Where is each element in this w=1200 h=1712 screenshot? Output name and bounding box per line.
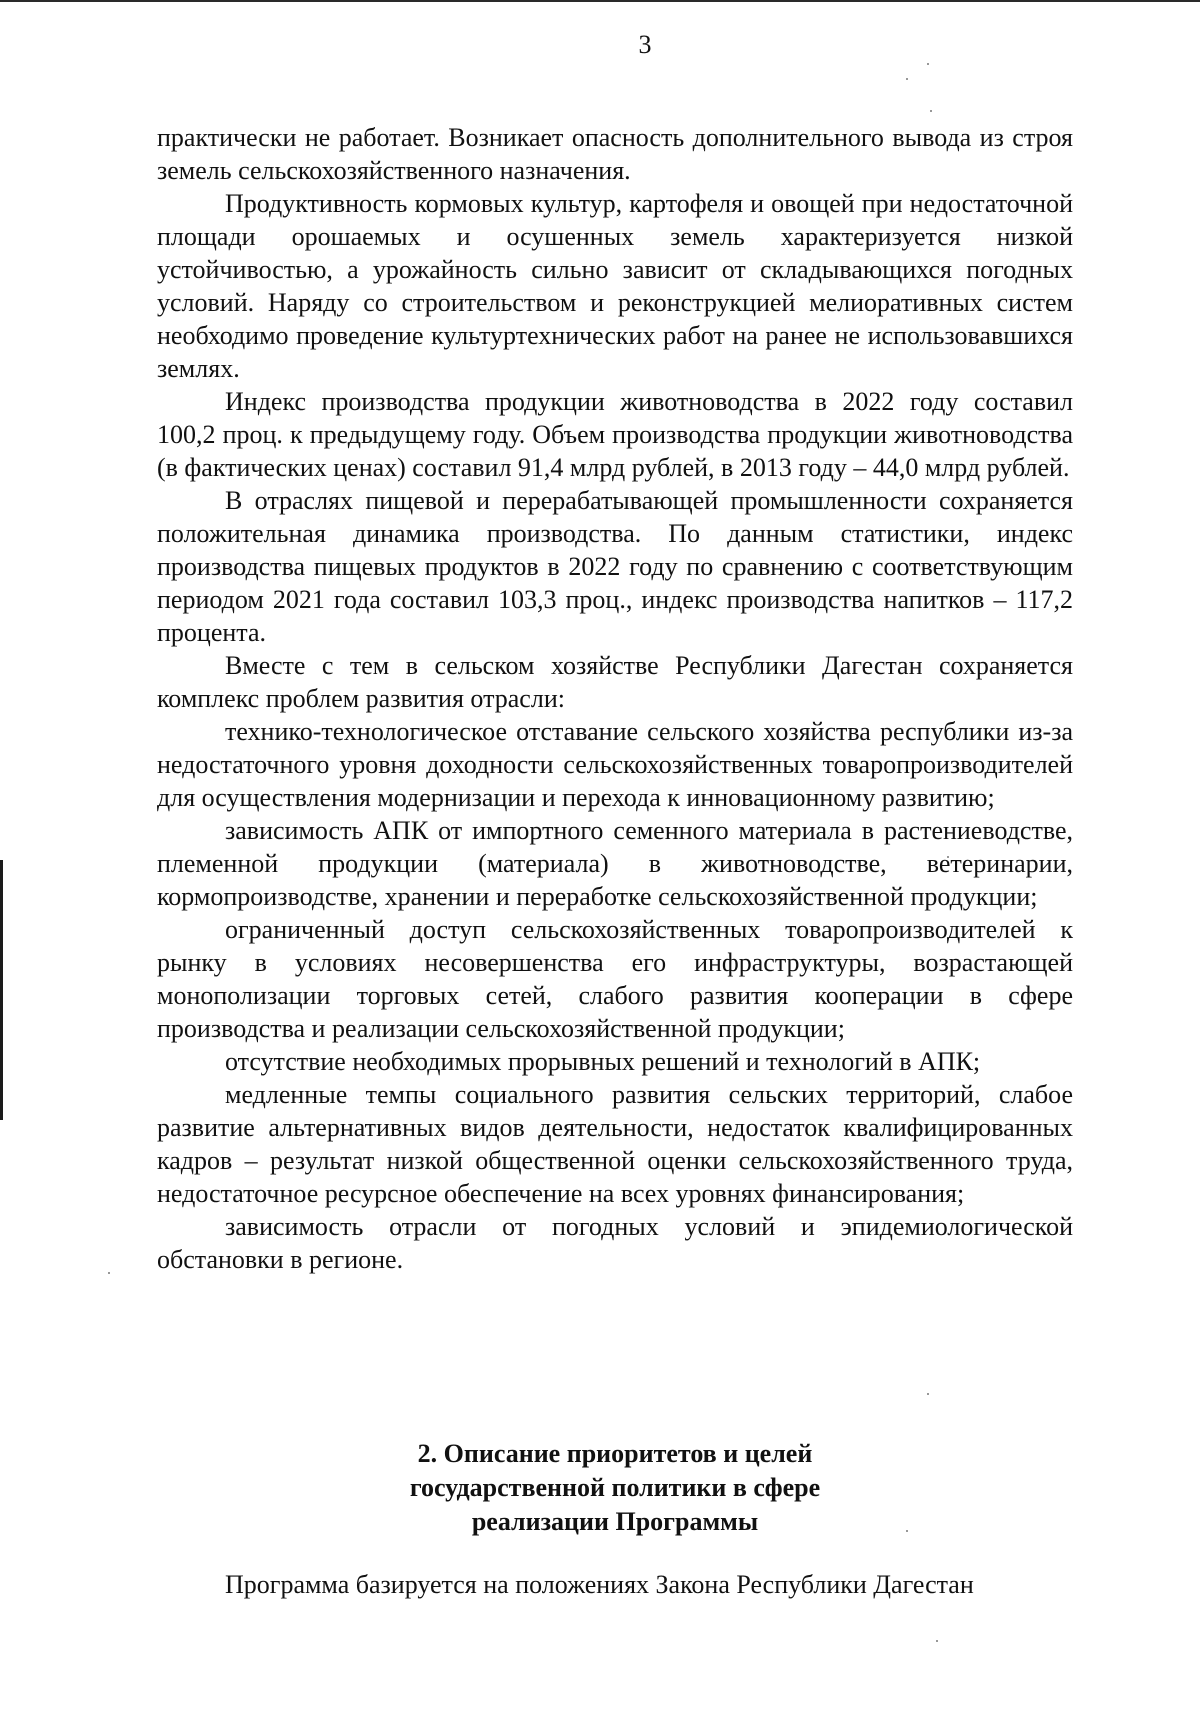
- list-item: медленные темпы социального развития сельских территорий, слабое развитие альтернативных видов деятельности, недостаток квалифицированных кадров – результат низкой общественной оценки сельскохозяйственного труда, недостаточное ресурсное обеспечение на всех уровнях финансирования;: [157, 1080, 1073, 1208]
- paragraph: Продуктивность кормовых культур, картофеля и овощей при недостаточной площади орошаемых и осушенных земель характеризуется низкой устойчивостью, а урожайность сильно зависит от складывающихся погодных условий. Наряду со строительством и реконструкцией мелиоративных систем необходимо проведение культуртехнических работ на ранее не использовавшихся землях.: [157, 189, 1073, 383]
- page-number: 3: [638, 30, 652, 59]
- scan-edge-left: [0, 860, 3, 1120]
- scan-edge-top: [0, 0, 1200, 2]
- paragraph: Вместе с тем в сельском хозяйстве Республики Дагестан сохраняется комплекс проблем развития отрасли:: [157, 651, 1073, 713]
- scan-speck: [108, 1272, 110, 1274]
- paragraph: В отраслях пищевой и перерабатывающей промышленности сохраняется положительная динамика производства. По данным статистики, индекс производства пищевых продуктов в 2022 году по сравнению с соответствующим периодом 2021 года составил 103,3 проц., индекс производства напитков – 117,2 процента.: [157, 486, 1073, 647]
- scan-speck: [906, 78, 908, 80]
- scan-speck: [927, 1393, 929, 1395]
- section-heading: [157, 1437, 1073, 1539]
- scan-speck: [930, 110, 932, 112]
- paragraph: Программа базируется на положениях Закона Республики Дагестан: [225, 1570, 974, 1599]
- scan-speck: [927, 63, 929, 65]
- scan-speck: [936, 1640, 938, 1642]
- paragraph: практически не работает. Возникает опасность дополнительного вывода из строя земель сельскохозяйственного назначения.: [157, 123, 1073, 185]
- section-heading-line: реализации Программы: [471, 1507, 759, 1536]
- list-item: технико-технологическое отставание сельского хозяйства республики из-за недостаточного уровня доходности сельскохозяйственных товаропроизводителей для осуществления модернизации и перехода к инновационному развитию;: [157, 717, 1073, 812]
- paragraph: Индекс производства продукции животноводства в 2022 году составил 100,2 проц. к предыдущему году. Объем производства продукции животноводства (в фактических ценах) составил 91,4 млрд рублей, в 2013 году – 44,0 млрд рублей.: [157, 387, 1073, 482]
- list-item: зависимость отрасли от погодных условий и эпидемиологической обстановки в регионе.: [157, 1212, 1073, 1274]
- list-item: зависимость АПК от импортного семенного материала в растениеводстве, племенной продукции (материала) в животноводстве, ветеринарии, кормопроизводстве, хранении и переработке сельскохозяйственной продукции;: [157, 816, 1073, 911]
- document-body: [157, 121, 1073, 1276]
- list-item: отсутствие необходимых прорывных решений и технологий в АПК;: [225, 1047, 981, 1076]
- section-heading-line: государственной политики в сфере: [409, 1473, 821, 1502]
- section-heading-line: 2. Описание приоритетов и целей: [417, 1439, 813, 1468]
- list-item: ограниченный доступ сельскохозяйственных товаропроизводителей к рынку в условиях несовершенства его инфраструктуры, возрастающей монополизации торговых сетей, слабого развития кооперации в сфере производства и реализации сельскохозяйственной продукции;: [157, 915, 1073, 1043]
